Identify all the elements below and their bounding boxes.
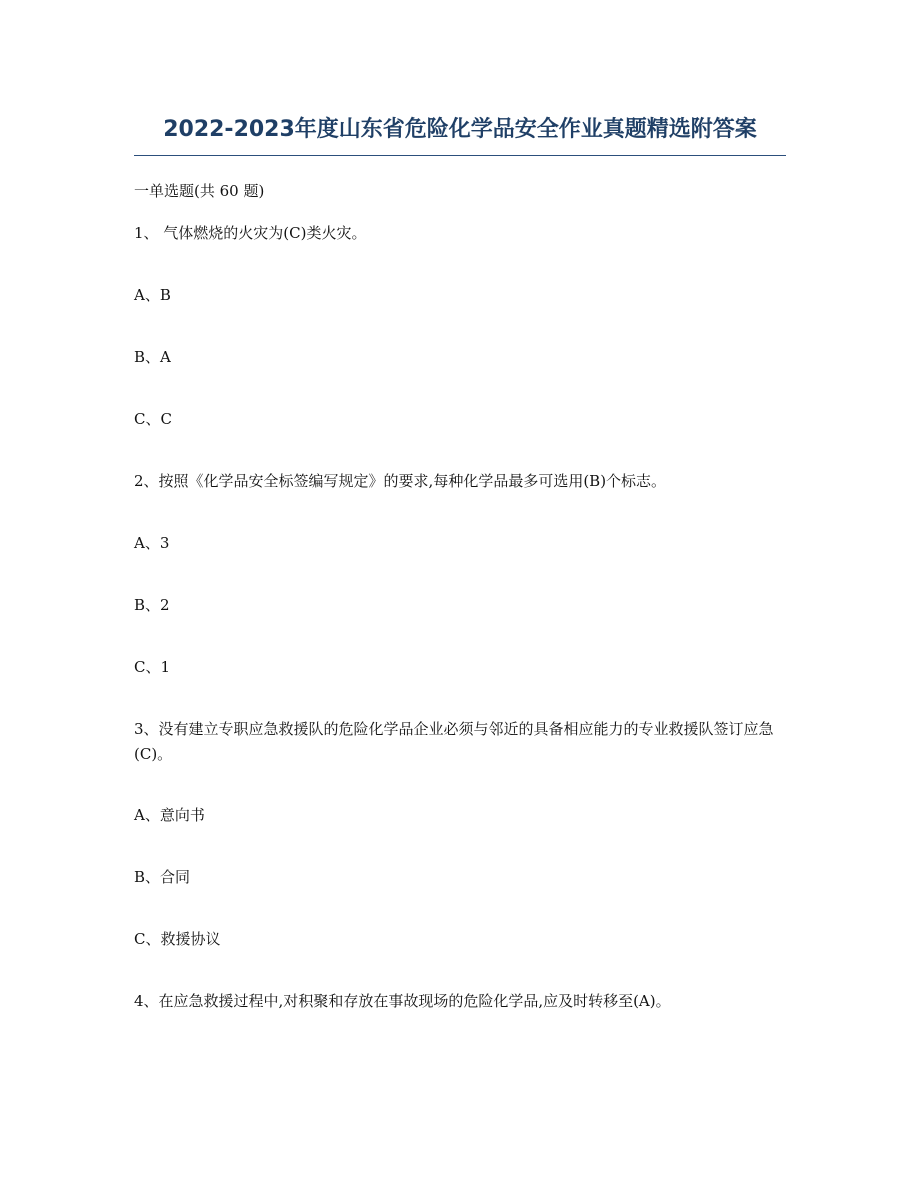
question-3-option-c: C、救援协议 [134,930,221,948]
document-title: 2022-2023年度山东省危险化学品安全作业真题精选附答案 [163,117,757,142]
question-2: 2、按照《化学品安全标签编写规定》的要求,每种化学品最多可选用(B)个标志。 [134,472,667,490]
question-3-option-a: A、意向书 [134,806,205,824]
question-1-option-b: B、A [134,348,171,366]
section-heading: 一单选题(共 60 题) [134,182,265,200]
question-3-option-b: B、合同 [134,868,191,886]
question-2-option-b: B、2 [134,596,170,614]
question-1-option-c: C、C [134,410,172,428]
title-divider [134,155,786,156]
question-4: 4、在应急救援过程中,对积聚和存放在事故现场的危险化学品,应及时转移至(A)。 [134,992,671,1010]
question-1: 1、 气体燃烧的火灾为(C)类火灾。 [134,224,367,242]
question-1-option-a: A、B [134,286,171,304]
question-2-option-a: A、3 [134,534,170,552]
question-3: 3、没有建立专职应急救援队的危险化学品企业必须与邻近的具备相应能力的专业救援队签订应急(C)。 [134,720,774,763]
question-2-option-c: C、1 [134,658,171,676]
